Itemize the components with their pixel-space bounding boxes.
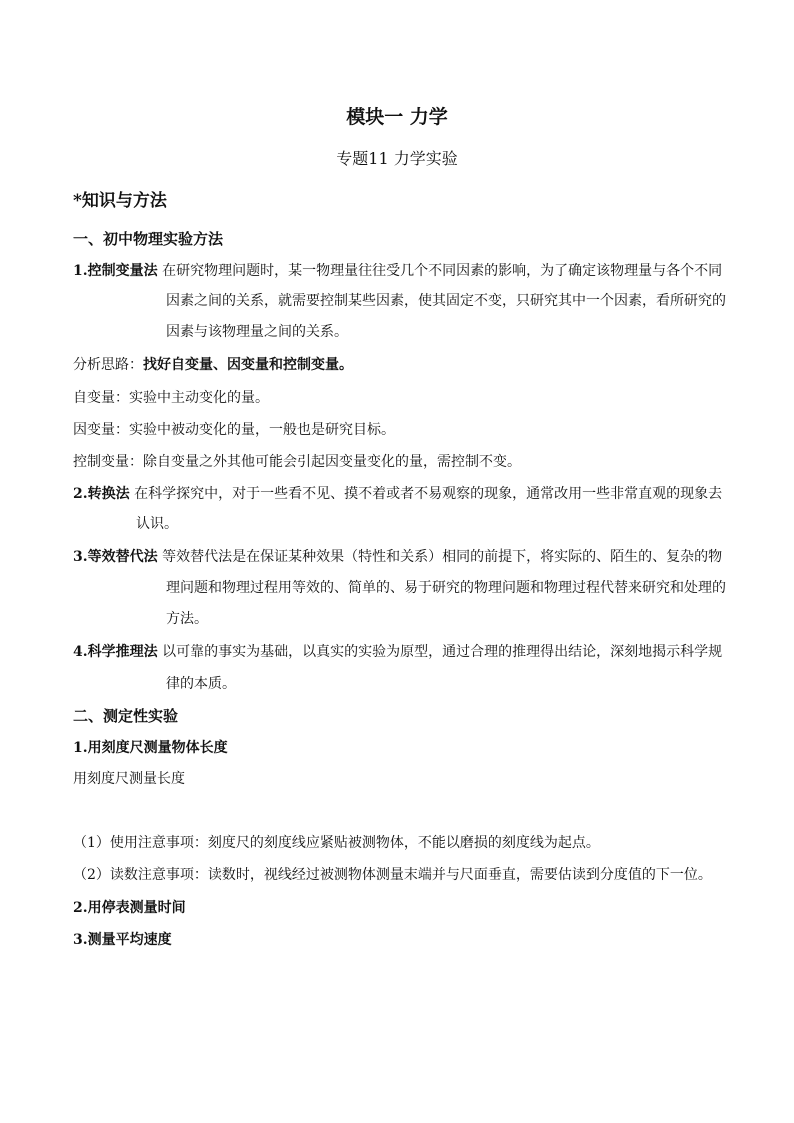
method4-text-1: 以可靠的事实为基础，以真实的实验为原型，通过合理的推理得出结论，深刻地揭示科学规 bbox=[162, 644, 723, 660]
method2-label: 2.转换法 bbox=[73, 486, 130, 502]
method2-line1 bbox=[73, 486, 722, 502]
item2-title: 2.用停表测量时间 bbox=[73, 900, 186, 916]
method2-text-1: 在科学探究中，对于一些看不见、摸不着或者不易观察的现象，通常改用一些非常直观的现象去 bbox=[134, 486, 723, 502]
topic-subtitle: 专题11 力学实验 bbox=[336, 149, 458, 168]
item1-subtitle: 用刻度尺测量长度 bbox=[73, 771, 185, 787]
method1-text-2: 因素之间的关系，就需要控制某些因素，使其固定不变，只研究其中一个因素，看所研究的 bbox=[166, 293, 726, 309]
section-heading-methods: 一、初中物理实验方法 bbox=[73, 230, 224, 248]
method1-label: 1.控制变量法 bbox=[73, 263, 158, 279]
method3-label: 3.等效替代法 bbox=[73, 549, 158, 565]
independent-variable-def: 自变量：实验中主动变化的量。 bbox=[73, 390, 269, 406]
method1-line1 bbox=[73, 263, 722, 279]
analysis-label: 分析思路： bbox=[73, 357, 143, 373]
method4-label: 4.科学推理法 bbox=[73, 644, 158, 660]
method2-text-2: 认识。 bbox=[136, 516, 178, 532]
method3-text-2: 理问题和物理过程用等效的、简单的、易于研究的物理问题和物理过程代替来研究和处理的 bbox=[166, 580, 726, 596]
item1-title: 1.用刻度尺测量物体长度 bbox=[73, 740, 228, 756]
method3-line1 bbox=[73, 549, 722, 565]
dependent-variable-def: 因变量：实验中被动变化的量，一般也是研究目标。 bbox=[73, 422, 395, 438]
section-intro-heading: *知识与方法 bbox=[73, 191, 167, 211]
reading-note: （2）读数注意事项：读数时，视线经过被测物体测量末端并与尺面垂直，需要估读到分度值的下一位。 bbox=[73, 867, 712, 883]
usage-note: （1）使用注意事项：刻度尺的刻度线应紧贴被测物体，不能以磨损的刻度线为起点。 bbox=[73, 835, 600, 851]
method4-line1 bbox=[73, 644, 722, 660]
method1-text-3: 因素与该物理量之间的关系。 bbox=[166, 324, 348, 340]
item3-title: 3.测量平均速度 bbox=[73, 932, 172, 948]
method3-text-1: 等效替代法是在保证某种效果（特性和关系）相同的前提下，将实际的、陌生的、复杂的物 bbox=[162, 549, 723, 565]
module-title: 模块一 力学 bbox=[346, 106, 448, 128]
controlled-variable-def: 控制变量：除自变量之外其他可能会引起因变量变化的量，需控制不变。 bbox=[73, 454, 521, 470]
section-heading-measurement: 二、测定性实验 bbox=[73, 707, 179, 725]
method3-text-3: 方法。 bbox=[166, 611, 208, 627]
analysis-text: 找好自变量、因变量和控制变量。 bbox=[143, 357, 353, 373]
method1-text-1: 在研究物理问题时，某一物理量往往受几个不同因素的影响，为了确定该物理量与各个不同 bbox=[162, 263, 723, 279]
analysis-line bbox=[73, 357, 353, 373]
method4-text-2: 律的本质。 bbox=[166, 676, 236, 692]
